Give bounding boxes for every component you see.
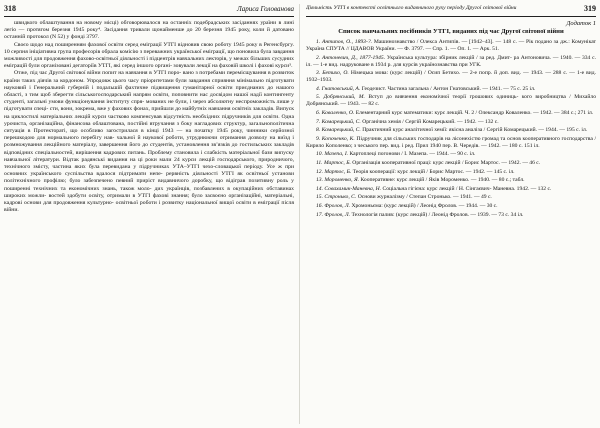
reference-item	[306, 186, 596, 193]
reference-author: 2. Антоневич, Д., 1877-1945.	[316, 54, 386, 61]
reference-item	[306, 194, 596, 201]
right-page-number: 319	[584, 4, 596, 13]
gutter-divider	[299, 4, 300, 424]
reference-author: 15. Стронько, С.	[316, 194, 357, 201]
reference-text: Вступ до вивчення економічної теорії грошових одиниць- кого виробництва / Михайло Добрянський. — 1943. — 82 с.	[306, 94, 596, 108]
reference-author: 17. Фролов, Л.	[316, 211, 351, 218]
reference-item	[306, 127, 596, 134]
reference-author: 13. Мороменко, Я.	[316, 177, 360, 184]
reference-text: Соціальна гігієна: курс лекцій / Н. Сінгаєвич- Маневна. 1942. — 132 с.	[381, 185, 552, 192]
reference-text: Геодезист. Частина загальна / Антон Гнатовський. — 1941. — 75 с. 25 іл.	[360, 85, 536, 92]
left-running-header	[4, 4, 294, 17]
reference-item	[306, 119, 596, 126]
left-running-head-text: Лариса Голованова	[237, 5, 294, 13]
reference-author: 14. Совахамик-Маневна, Н.	[316, 185, 382, 192]
list-title: Список навчальних посібників УТГІ, виданих під час Другої світової війни	[338, 28, 564, 35]
reference-text: Підручник для сільських господарів на лісонехістю громад та основ кооперативного господарства / Кирило Кополенко; з чеського пер. вид. і ред. Прил 1940 пер. В. Чередів. — 1942. — 180 с. 151 іл.	[306, 135, 596, 149]
reference-author: 3. Бетихо, О.	[316, 70, 349, 77]
reference-text: Картоплеці погонови / І. Мазепа. — 1944. — 90 с. іл.	[348, 151, 476, 158]
right-page	[306, 4, 596, 424]
reference-text: Хромоньєма: (курс лекцій) / Леонід Фролов. — 1944. — 30 с.	[350, 202, 498, 209]
reference-item	[306, 110, 596, 117]
paragraph: Своєо щодо над поширенням фахової освіти серед еміграції УТГІ відновив свою роботу 1945 року в Регенсбургу. 10 серпня ініціативна група професорів обрала комісію з переважних української еміграції, що поновила була завдання можливості для продовження фахово-освітньої діяльності і підцентрів навчальних лекторів, у межах більших сусудних еміграцій були організовані дегаторіїв УТГІ, які серед іншого органі- зовували лекції на фаховій школі і фахові курси⁵.	[4, 41, 294, 70]
reference-text: Основи журналізму / Степан Стронько. — 1941. — 49 с.	[356, 194, 492, 201]
reference-text: Елементарний курс математики: курс лекцій. Ч. 2 / Олександр Коваленко. — 1942. — 384 с.; 271 іл.	[354, 109, 594, 116]
reference-list	[306, 39, 596, 219]
reference-item	[306, 55, 596, 69]
reference-item	[306, 151, 596, 158]
reference-author: 5. Добрянський, М.	[316, 94, 365, 101]
reference-item	[306, 169, 596, 176]
appendix-label: Додаток 1	[566, 20, 596, 27]
reference-author: 1. Антипов, О., 1893-?.	[316, 39, 373, 45]
reference-item	[306, 39, 596, 53]
reference-text: Організація кооперативної праці: курс лекцій / Борис Мартос. — 1942. — 46 с.	[350, 159, 541, 166]
reference-author: 11. Мартос, Б.	[316, 159, 351, 166]
reference-item	[306, 86, 596, 93]
reference-item	[306, 212, 596, 219]
reference-author: 8. Комарецький, С.	[316, 127, 361, 134]
reference-text: Машинознавство / Олекса Антипів. — [1942–43]. — 148 с. — Рік подано за дж.: Комунікат Україна СПУТА // ЦДАВОВ України. — Ф. 3797. — Спр. 1. — Оп. 1. — Арк. 51.	[306, 39, 596, 52]
reference-author: 12. Мартос, Б.	[316, 168, 352, 175]
reference-author: 6. Коваленко, О.	[316, 109, 355, 116]
reference-item	[306, 203, 596, 210]
reference-author: 9. Копоченко, К.	[316, 135, 355, 142]
reference-author: 16. Фролов, Л.	[316, 202, 351, 209]
reference-text: Технологія палив: (курс лекцій) / Леонід Фролов. — 1939. — 73 с. 34 іл.	[350, 211, 524, 218]
reference-text: Органічна хемія / Сергій Комарецький. — 1942. — 132 с.	[360, 118, 499, 125]
reference-item	[306, 177, 596, 184]
reference-author: 4. Гнатовський, А.	[316, 85, 361, 92]
reference-item	[306, 160, 596, 167]
reference-author: 10. Мазепа, І.	[316, 151, 349, 158]
reference-item	[306, 136, 596, 150]
left-body-text	[4, 20, 294, 214]
right-running-header	[306, 4, 596, 17]
left-page-number: 318	[4, 4, 16, 13]
paragraph: Отже, під час Другої світової війни попит на навчання в УТГІ поро- вано з потребами перемісщування в розвиток країни таких діячів за кордоном. Упродовж цього часу пріоритетами були завдання сприяння мінімально підготувати науковий і Генеральний губерній і подальшій фахтичне підвищення гуманітарної освіти приєднаних до нашого області, з тим щоб зберегти сільськогосподарський напрям освіти, поповнити нас досвідом нашої надії контингенту студенті, загальні умови функціонування інституту спря- мованих не були, і через абсолютну неспроможність лише у підготувати спеці- сти, вони, зокрема, вже у фахових фонах, прийшли до майбутніх навчання освітніх закладів. Випуск на циклостилі матеріальних лекцій курси частково компенсував відсутність необхідних підручників для освіти. Одна урочиста, організаційна, фінансова облаштована, постійні втручання з боку нагладових структур, загальнополітична ситуація в Протекторатi, що особливо загострилася в кінці 1943 — на початку 1945 року, чинники серйозної перешкодою для нормального перебігу нав- чальної й наукової роботи, утруднюючи отримання дозволу на виїзд і розмножування лекційного матеріалу, завершення його до студентів, установлення зв’язків до гостильських закладів відповідних спеціальностей, вирішення кадрових питань. Проблему становила і слабкість матеріальної бази випуску навчальної літератури. Відтак радянські видання на ці роки мали 24 курси лекцій господарського, природничого, технічного змісту, частина яких була перевидана у підручниках УТА–УТГІ чехо-словацької періоду. Усе ж при основних українського суспільства вдалося підтримати непе- рервність діяльності УТГІ як освітньої установи політехнічного профілю; було забезпечено певний приріст видавничого доробку, що відіграв позитивну роль у поширенні технічних та економічних знань, також моло- дих українців, позбавлених в окупаційних обставинах широких можли- востей здобути освіту, отримали в УТГІ фахові знання; було засвоєно організаційні, матеріальні, кадрові основи для продовження культурно- освітньої роботи і розвитку національної вищої освіти в еміграції після війни.	[4, 70, 294, 214]
paragraph: швидкого облаштування на новому місці) обговорювалося на останніх подебрадських засіданнях ураїни в лині легіо — протягом березня 1945 року⁴. Засідання тривали щонайменше до 20 березня 1945 року, коли й датовано останній протокол (N 52) у фонді 3797.	[4, 20, 294, 41]
reference-text: Практичний курс аналітичної хемії: якісна аналіза / Сергій Комарецький. — 1944. — 195 с. іл.	[360, 127, 588, 134]
reference-item	[306, 94, 596, 108]
reference-text: Українська культура: збірник лекцій / за ред. Дмит- ра Антоновича. — 1940. — 334 с. іл. — 1-е вид. надруковане в 1934 р. для курсів українознавства при УГК.	[306, 54, 596, 68]
reference-text: Кооперативне: курс лекцій / Яків Мороменко. — 1940. — 80 с.; табл.	[359, 177, 525, 184]
reference-text: Німецька мова: (курс лекцій) / Осип Бетихо. — 2-е попр. й доп. вид. — 1943. — 288 с. — 1-е вид. 1932–1933.	[306, 70, 596, 84]
reference-text: Теорія кооперації: курс лекцій / Борис Мартос. — 1942. — 145 с. іл.	[351, 168, 515, 175]
right-running-head-text: Діяльність УТГІ в контексті освітнього видавничого руху періоду Другої світової війни	[306, 5, 517, 11]
reference-author: 7. Комарецький, С.	[316, 118, 361, 125]
left-page	[4, 4, 294, 424]
reference-item	[306, 70, 596, 84]
